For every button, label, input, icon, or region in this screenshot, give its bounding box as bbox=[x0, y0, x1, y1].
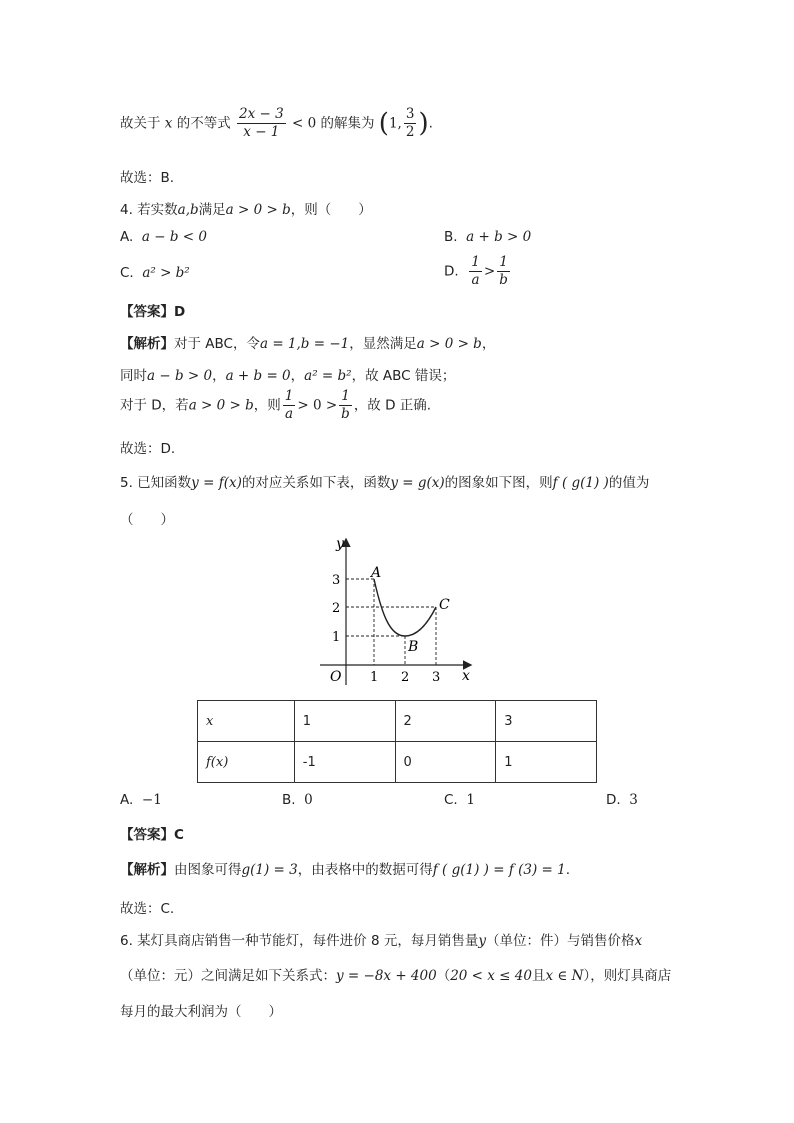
q4-analysis-1-text: 对于 ABC，令 bbox=[174, 336, 260, 352]
q6-line1-y: y bbox=[478, 933, 486, 949]
q4-analysis-2: 同时a − b > 0，a + b = 0，a² = b²，故 ABC 错误； bbox=[120, 368, 456, 384]
intro-end: . bbox=[428, 115, 433, 132]
g-curve bbox=[374, 579, 436, 636]
q5-text-d: 的值为 bbox=[608, 475, 650, 491]
table-row bbox=[198, 701, 597, 742]
q4-choose: 故选：D. bbox=[120, 441, 176, 457]
q4-option-b-label: B. bbox=[444, 229, 458, 245]
q4-d-den1: a bbox=[471, 271, 480, 288]
q4-option-d-frac1 bbox=[469, 254, 482, 289]
intro-interval-frac bbox=[404, 106, 417, 141]
table-cell: x bbox=[198, 701, 295, 742]
q5-option-a-value: −1 bbox=[141, 792, 162, 808]
point-a-label: A bbox=[371, 565, 382, 581]
intro-interval-left: 1, bbox=[388, 115, 402, 132]
q4-analysis-2-a: 同时 bbox=[120, 368, 147, 384]
y-tick-1: 1 bbox=[332, 630, 341, 645]
q5-paren: （ ） bbox=[120, 512, 174, 528]
q5-option-d-label: D. bbox=[606, 792, 621, 808]
table-cell: 1 bbox=[294, 701, 395, 742]
x-tick-3: 3 bbox=[432, 670, 441, 685]
q4-option-b bbox=[444, 229, 531, 245]
q5-text-b: 的对应关系如下表，函数 bbox=[241, 475, 391, 491]
q6-line-2 bbox=[120, 964, 671, 984]
intro-lparen: ( bbox=[378, 108, 389, 139]
q4-option-d-label: D. bbox=[444, 263, 459, 280]
q5-option-a bbox=[120, 792, 162, 808]
q4-analysis-3 bbox=[120, 388, 431, 423]
x-tick-2: 2 bbox=[401, 670, 410, 685]
y-axis-label: y bbox=[336, 536, 344, 552]
q5-g-expr: y = g(x) bbox=[390, 475, 445, 491]
q5-analysis-end: . bbox=[565, 862, 571, 878]
q4-option-c-expr: a² > b² bbox=[142, 265, 190, 281]
q4-option-d-frac2 bbox=[497, 254, 510, 289]
q4-cond: a > 0 > b bbox=[225, 202, 291, 218]
q4-analysis-3-cond: a > 0 > b bbox=[188, 397, 254, 414]
q5-f-expr: y = f(x) bbox=[191, 475, 242, 491]
intro-line bbox=[120, 106, 433, 141]
q5-graph bbox=[310, 535, 480, 690]
q5-option-b bbox=[282, 792, 313, 808]
q5-text-a: 5. 已知函数 bbox=[120, 475, 192, 491]
q6-line1-x: x bbox=[634, 933, 643, 949]
q6-line2-a: （单位：元）之间满足如下关系式： bbox=[120, 968, 336, 984]
q4-analysis-1-expr: a = 1,b = −1 bbox=[259, 336, 350, 352]
q4-a3-den2: b bbox=[341, 405, 350, 422]
q4-analysis-1-b: ，显然满足 bbox=[349, 336, 417, 352]
q4-analysis-3-end: ，故 D 正确. bbox=[353, 397, 432, 414]
q6-line2-cond2: x ∈ N bbox=[545, 968, 584, 984]
q5-analysis bbox=[120, 858, 570, 878]
y-tick-2: 2 bbox=[332, 601, 341, 616]
q4-analysis-3-a: 对于 D，若 bbox=[120, 397, 189, 414]
q4-option-b-expr: a + b > 0 bbox=[466, 229, 532, 245]
q5-table bbox=[197, 700, 597, 783]
q4-analysis-3-frac1 bbox=[283, 388, 296, 423]
q5-option-b-label: B. bbox=[282, 792, 296, 808]
q5-option-b-value: 0 bbox=[304, 792, 313, 808]
q4-option-c-label: C. bbox=[120, 265, 134, 281]
y-tick-3: 3 bbox=[332, 573, 341, 588]
q4-text-a: 4. 若实数 bbox=[120, 202, 178, 218]
q4-stem bbox=[120, 198, 372, 218]
q4-analysis-3-b: ，则 bbox=[253, 397, 281, 414]
q4-option-a-expr: a − b < 0 bbox=[141, 229, 207, 245]
q5-fg-expr: f ( g(1) ) bbox=[552, 475, 609, 491]
intro-suffix: 的解集为 bbox=[320, 115, 375, 132]
q5-option-a-label: A. bbox=[120, 792, 134, 808]
q4-analysis-3-frac2 bbox=[339, 388, 352, 423]
q6-line2-expr: y = −8x + 400 bbox=[336, 968, 437, 984]
point-b-label: B bbox=[408, 639, 419, 655]
q5-analysis-tag: 【解析】 bbox=[120, 862, 174, 878]
table-cell: -1 bbox=[294, 742, 395, 783]
table-cell: 1 bbox=[496, 742, 597, 783]
q4-analysis-2-end: ，故 ABC 错误； bbox=[351, 368, 456, 384]
q4-analysis-1-cond: a > 0 > b bbox=[416, 336, 482, 352]
q5-option-d bbox=[606, 792, 638, 808]
x-axis-label: x bbox=[462, 668, 470, 684]
x-tick-1: 1 bbox=[370, 670, 379, 685]
q4-analysis-1-end: ， bbox=[481, 336, 496, 352]
q5-analysis-b: ，由表格中的数据可得 bbox=[297, 862, 433, 878]
q5-analysis-a: 由图象可得 bbox=[174, 862, 242, 878]
q6-line2-cond: 20 < x ≤ 40 bbox=[450, 968, 532, 984]
intro-var: x bbox=[164, 115, 173, 132]
intro-frac-den: x − 1 bbox=[243, 123, 280, 140]
intro-ineq: < 0 bbox=[292, 115, 317, 132]
q4-d-den2: b bbox=[499, 271, 508, 288]
q6-line2-d: ），则灯具商店 bbox=[583, 968, 672, 984]
q5-option-c-value: 1 bbox=[466, 792, 475, 808]
q6-line1-a: 6. 某灯具商店销售一种节能灯，每件进价 8 元，每月销售量 bbox=[120, 933, 479, 949]
q6-line2-c: 且 bbox=[531, 968, 546, 984]
q5-analysis-e1: g(1) = 3 bbox=[241, 862, 298, 878]
q4-option-a bbox=[120, 229, 207, 245]
table-cell: 0 bbox=[395, 742, 496, 783]
q4-answer: 【答案】D bbox=[120, 304, 186, 320]
origin-label: O bbox=[330, 669, 342, 685]
q5-option-c-label: C. bbox=[444, 792, 458, 808]
q4-option-d bbox=[444, 254, 512, 289]
q5-stem bbox=[120, 471, 649, 491]
intro-interval-num: 3 bbox=[405, 106, 415, 122]
q4-a3-num1: 1 bbox=[284, 388, 294, 404]
q4-d-num2: 1 bbox=[497, 254, 510, 272]
q5-option-d-value: 3 bbox=[629, 792, 638, 808]
q4-text-c: ，则（ ） bbox=[290, 202, 372, 218]
q4-analysis-2-e3: a² = b² bbox=[304, 368, 352, 384]
q4-analysis-tag: 【解析】 bbox=[120, 336, 174, 352]
q4-analysis-1 bbox=[120, 332, 495, 352]
intro-interval-den: 2 bbox=[405, 123, 415, 140]
q4-vars: a,b bbox=[177, 202, 199, 218]
intro-middle: 的不等式 bbox=[176, 115, 231, 132]
dashed-guides bbox=[346, 579, 436, 665]
q4-text-b: 满足 bbox=[198, 202, 226, 218]
q4-analysis-2-e2: a + b = 0 bbox=[225, 368, 291, 384]
table-row bbox=[198, 742, 597, 783]
q4-a3-den1: a bbox=[285, 405, 294, 422]
point-c-label: C bbox=[439, 597, 450, 613]
q5-answer: 【答案】C bbox=[120, 827, 184, 843]
intro-fraction bbox=[237, 106, 286, 141]
q4-analysis-2-e1: a − b > 0 bbox=[147, 368, 213, 384]
q5-choose: 故选：C. bbox=[120, 901, 175, 917]
table-cell: 3 bbox=[496, 701, 597, 742]
table-cell: f(x) bbox=[198, 742, 295, 783]
table-cell: 2 bbox=[395, 701, 496, 742]
q4-d-num1: 1 bbox=[471, 254, 480, 270]
q5-text-c: 的图象如下图，则 bbox=[444, 475, 553, 491]
q4-analysis-3-c: > 0 > bbox=[297, 397, 338, 414]
q6-line2-b: （ bbox=[436, 968, 451, 984]
q6-line-3: 每月的最大利润为（ ） bbox=[120, 1004, 282, 1020]
q5-analysis-e2: f ( g(1) ) = f (3) = 1 bbox=[432, 862, 566, 878]
q6-line1-b: （单位：件）与销售价格 bbox=[485, 933, 635, 949]
q5-option-c bbox=[444, 792, 475, 808]
prev-answer: 故选：B. bbox=[120, 170, 175, 186]
q4-option-c bbox=[120, 265, 190, 281]
intro-rparen: ) bbox=[418, 108, 429, 139]
q4-d-gt: > bbox=[483, 263, 496, 280]
q4-a3-num2: 1 bbox=[339, 388, 352, 406]
intro-frac-num: 2x − 3 bbox=[239, 106, 284, 122]
q6-line-1 bbox=[120, 929, 642, 949]
q4-option-a-label: A. bbox=[120, 229, 134, 245]
intro-prefix: 故关于 bbox=[120, 115, 161, 132]
